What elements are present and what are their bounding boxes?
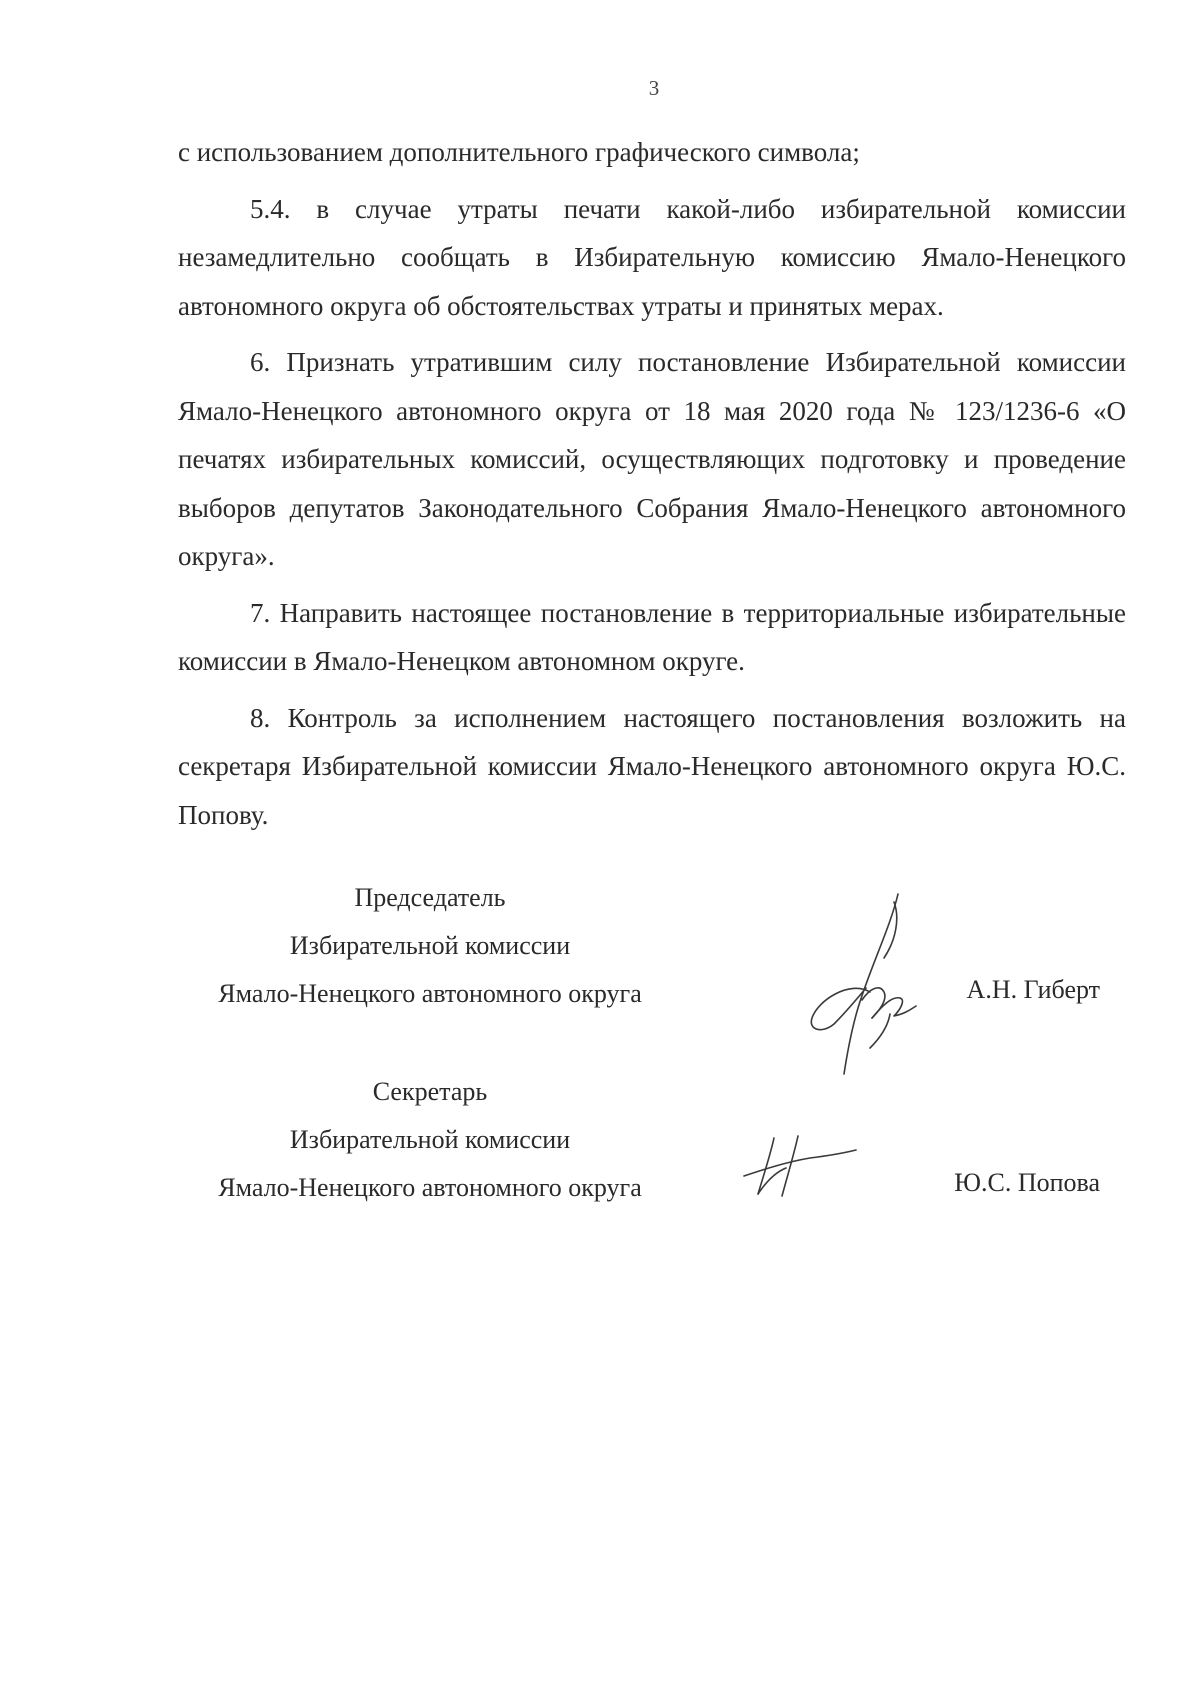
secretary-name: Ю.С. Попова bbox=[954, 1168, 1100, 1197]
paragraph-8: 8. Контроль за исполнением настоящего постановления возложить на секретаря Избирательной комиссии Ямало-Ненецкого автономного округа Ю.С. Попову. bbox=[178, 702, 1126, 830]
secretary-title-line2: Избирательной комиссии bbox=[289, 1125, 571, 1154]
page-number: 3 bbox=[648, 76, 660, 100]
secretary-title-block bbox=[150, 1068, 710, 1212]
chairman-title-block bbox=[150, 874, 710, 1018]
paragraph-continuation: с использованием дополнительного графического символа; bbox=[178, 137, 860, 167]
secretary-title-line1: Секретарь bbox=[372, 1077, 488, 1106]
secretary-title-line3: Ямало-Ненецкого автономного округа bbox=[218, 1173, 642, 1202]
paragraph-7: 7. Направить настоящее постановление в территориальные избирательные комиссии в Ямало-Ненецком автономном округе. bbox=[178, 597, 1126, 676]
chairman-name: А.Н. Гиберт bbox=[966, 975, 1100, 1004]
chairman-title-line1: Председатель bbox=[354, 883, 506, 912]
document-body bbox=[178, 128, 1126, 847]
paragraph-6: 6. Признать утратившим силу постановление Избирательной комиссии Ямало-Ненецкого автономного округа от 18 мая 2020 года № 123/1236-6 «О печатях избирательных комиссий, осуществляющих подготовку и проведение выборов депутатов Законодательного Собрания Ямало-Ненецкого автономного округа». bbox=[178, 347, 1126, 571]
chairman-title-line2: Избирательной комиссии bbox=[289, 931, 571, 960]
chairman-title-line3: Ямало-Ненецкого автономного округа bbox=[218, 979, 642, 1008]
paragraph-5-4: 5.4. в случае утраты печати какой-либо избирательной комиссии незамедлительно сообщать в Избирательную комиссию Ямало-Ненецкого автономного округа об обстоятельствах утраты и принятых мерах. bbox=[178, 193, 1126, 321]
